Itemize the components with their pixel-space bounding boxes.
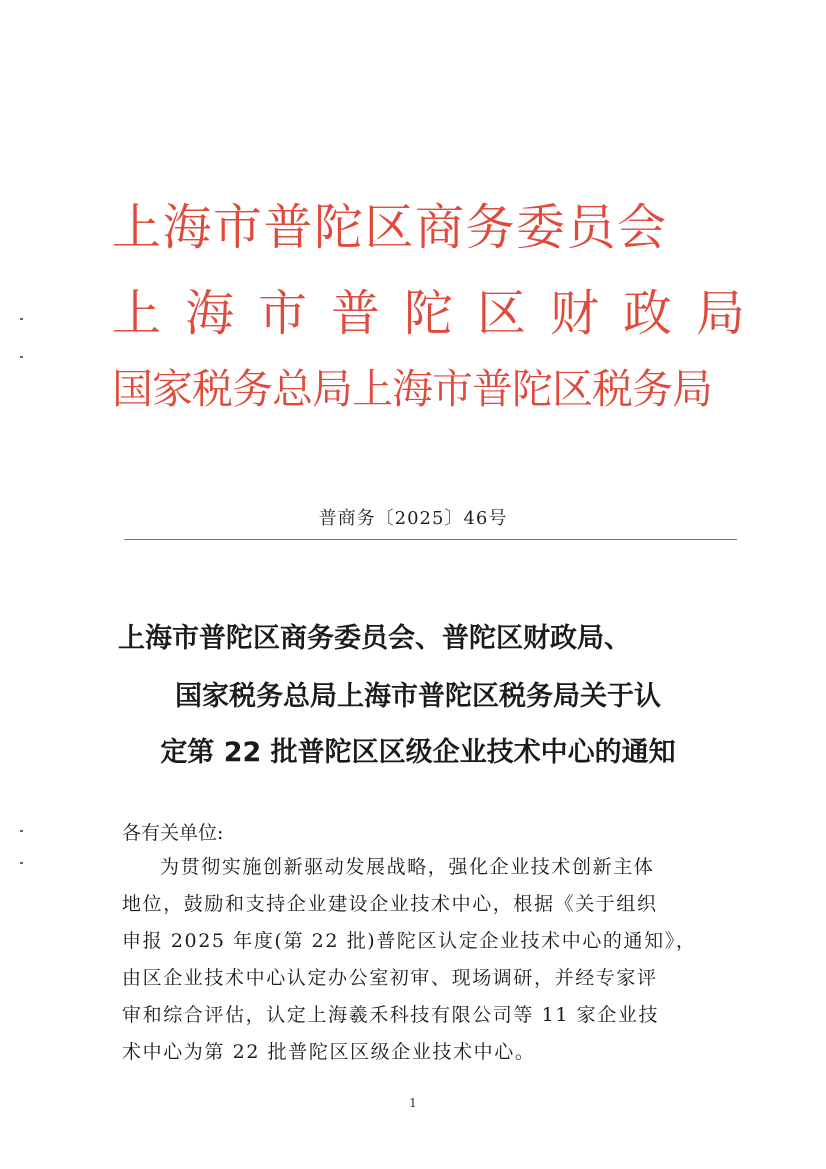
document-title-line-1: 上海市普陀区商务委员会、普陀区财政局、	[118, 623, 631, 654]
red-divider-line	[124, 539, 737, 540]
body-text-line: 为贯彻实施创新驱动发展战略，强化企业技术创新主体	[160, 856, 655, 878]
document-title-line-3: 定第 22 批普陀区区级企业技术中心的通知	[160, 737, 676, 768]
issuer-finance-bureau: 上海市普陀区财政局	[112, 285, 770, 342]
scan-mark	[20, 830, 23, 832]
scan-mark	[20, 862, 23, 864]
salutation: 各有关单位:	[122, 822, 224, 844]
body-text-line: 由区企业技术中心认定办公室初审、现场调研，并经专家评	[122, 967, 658, 989]
document-number: 普商务〔2025〕46号	[318, 508, 508, 529]
issuer-tax-bureau: 国家税务总局上海市普陀区税务局	[112, 365, 712, 413]
document-title-line-2: 国家税务总局上海市普陀区税务局关于认	[175, 681, 661, 712]
body-text-line: 术中心为第 22 批普陀区区级企业技术中心。	[122, 1041, 536, 1063]
page-number: 1	[409, 1096, 417, 1110]
issuer-commerce-committee: 上海市普陀区商务委员会	[112, 199, 668, 256]
body-text-line: 地位，鼓励和支持企业建设企业技术中心，根据《关于组织	[122, 893, 658, 915]
body-text-line: 申报 2025 年度(第 22 批)普陀区认定企业技术中心的通知》，	[122, 930, 697, 952]
scan-mark	[20, 318, 23, 320]
scan-mark	[20, 356, 23, 358]
body-text-line: 审和综合评估，认定上海羲禾科技有限公司等 11 家企业技	[122, 1004, 660, 1026]
